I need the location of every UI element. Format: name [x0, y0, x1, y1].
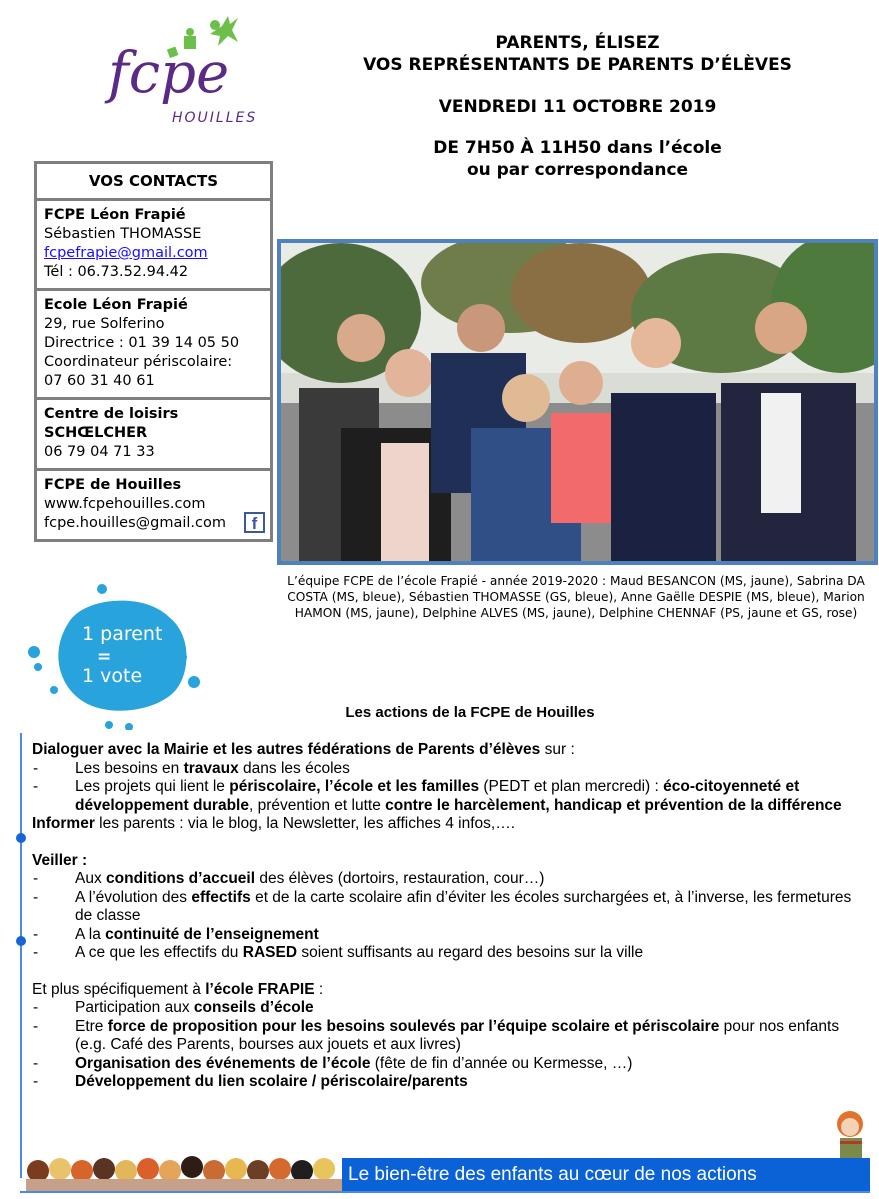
logo-graphic — [100, 12, 300, 130]
dialoguer-lead: Dialoguer avec la Mairie et les autres fédérations de Parents d’élèves — [32, 741, 541, 758]
facebook-icon[interactable]: f — [244, 512, 265, 533]
contact-line: Sébastien THOMASSE — [44, 226, 202, 242]
contacts-box — [34, 161, 273, 542]
text-bold: continuité de l’enseignement — [105, 925, 319, 943]
list-item — [32, 760, 872, 779]
contact-name: FCPE Léon Frapié — [44, 207, 186, 223]
text: Les projets qui lient le — [75, 778, 230, 795]
timeline-dot — [16, 936, 26, 946]
dialoguer-lead-rest: sur : — [540, 741, 575, 758]
contact-name: Centre de loisirs — [44, 406, 179, 422]
header-line2: VOS REPRÉSENTANTS DE PARENTS D’ÉLÈVES — [363, 55, 792, 75]
text-bold: Organisation des événements de l’école — [75, 1054, 371, 1072]
contact-line: 07 60 31 40 61 — [44, 373, 155, 389]
team-photo-illustration — [281, 243, 874, 561]
one-parent-one-vote-splash — [14, 582, 209, 730]
text: (fête de fin d’année ou Kermesse, …) — [370, 1054, 633, 1072]
text: A l’évolution des — [75, 888, 192, 906]
text-bold: l’école FRAPIE — [205, 980, 315, 998]
contact-email-link[interactable]: fcpefrapie@gmail.com — [44, 245, 208, 261]
contact-name: Ecole Léon Frapié — [44, 297, 188, 313]
text-bold: RASED — [242, 944, 298, 961]
text: A ce que les effectifs du — [75, 944, 243, 961]
election-correspondence: ou par correspondance — [466, 160, 689, 180]
text-bold: contre le harcèlement, handicap et prévention de la différence — [385, 796, 842, 814]
election-date: VENDREDI 11 OCTOBRE 2019 — [438, 97, 717, 117]
text-bold: conditions d’accueil — [106, 870, 256, 887]
text: Participation aux — [75, 999, 194, 1016]
child-icon — [826, 1108, 870, 1158]
contact-line: Coordinateur périscolaire: — [44, 354, 233, 370]
fcpe-houilles-logo — [100, 12, 300, 130]
contact-ecole-leon-frapie — [37, 288, 270, 397]
election-header — [330, 32, 825, 181]
logo-houilles-text: HOUILLES — [172, 110, 258, 126]
footer-banner: Le bien-être des enfants au cœur de nos actions — [342, 1158, 870, 1191]
text-bold: conseils d’école — [193, 999, 314, 1016]
list-item — [32, 1018, 872, 1055]
text: A la — [75, 925, 106, 943]
children-illustration — [26, 1155, 342, 1191]
contact-phone: Tél : 06.73.52.94.42 — [44, 264, 189, 280]
list-item — [32, 926, 872, 945]
list-item — [32, 999, 872, 1018]
contact-address: 29, rue Solferino — [44, 316, 165, 332]
contact-website: www.fcpehouilles.com — [44, 496, 206, 512]
header-line1: PARENTS, ÉLISEZ — [495, 33, 660, 53]
list-item — [32, 944, 872, 963]
informer-lead: Informer — [32, 815, 95, 832]
text-bold: force de proposition pour les besoins soulevés par l’équipe scolaire et périscolaire — [107, 1017, 720, 1035]
text: Et plus spécifiquement à — [32, 980, 206, 998]
text: Etre — [75, 1017, 108, 1035]
actions-title: Les actions de la FCPE de Houilles — [345, 704, 595, 721]
contacts-title: VOS CONTACTS — [88, 172, 219, 190]
text: Aux — [75, 870, 107, 887]
contact-phone: 06 79 04 71 33 — [44, 444, 155, 460]
text-bold: Développement du lien scolaire / périscolaire/parents — [75, 1073, 468, 1090]
contact-name: FCPE de Houilles — [44, 477, 182, 493]
informer-section — [32, 815, 872, 834]
dialoguer-section — [32, 741, 872, 815]
text: Les besoins en — [75, 759, 184, 777]
informer-rest: les parents : via le blog, la Newsletter, les affiches 4 infos,…. — [94, 815, 516, 832]
veiller-title: Veiller : — [32, 851, 88, 869]
text: (PEDT et plan mercredi) : — [479, 778, 664, 795]
text: des élèves (dortoirs, restauration, cour…) — [255, 870, 545, 887]
contact-centre-loisirs — [37, 397, 270, 468]
children-row-icon — [26, 1155, 342, 1191]
list-item — [32, 778, 872, 815]
text: pour nos enfants (e.g. Café des Parents, bourses aux jouets et aux livres) — [75, 1017, 840, 1053]
photo-caption: L’équipe FCPE de l’école Frapié - année 2019-2020 : Maud BESANCON (MS, jaune), Sabrina DA COSTA (MS, bleue), Sébastien THOMASSE (GS, bleue), Anne Gaëlle DESPIE (MS, bleue), Marion HAMON (MS, jaune), Delphine ALVES (MS, jaune), Delphine CHENNAF (PS, jaune et GS, rose) — [287, 574, 865, 620]
footer-divider — [20, 1191, 870, 1193]
splash-line3: 1 vote — [82, 665, 143, 687]
peeking-child-illustration — [826, 1108, 870, 1158]
list-item — [32, 1073, 872, 1092]
contact-fcpe-houilles — [37, 468, 270, 539]
actions-list — [32, 741, 872, 1110]
text: : — [314, 980, 324, 998]
text: soient suffisants au regard des besoins sur la ville — [297, 944, 644, 961]
election-hours: DE 7H50 À 11H50 dans l’école — [433, 138, 722, 158]
contact-email: fcpe.houilles@gmail.com — [44, 515, 226, 531]
contact-name-line2: SCHŒLCHER — [44, 425, 148, 441]
frapie-section — [32, 981, 872, 1092]
contact-fcpe-leon-frapie — [37, 198, 270, 288]
list-item — [32, 870, 872, 889]
list-item — [32, 1055, 872, 1074]
team-photo — [277, 239, 878, 565]
splash-graphic — [14, 582, 209, 730]
timeline-dot — [16, 833, 26, 843]
text-bold: éco-citoyenneté et développement durable — [75, 778, 800, 814]
veiller-section — [32, 852, 872, 963]
text: , prévention et lutte — [248, 796, 386, 814]
splash-line2: = — [97, 647, 112, 667]
splash-line1: 1 parent — [82, 623, 163, 645]
text-bold: périscolaire, l’école et les familles — [229, 778, 480, 795]
contact-line: Directrice : 01 39 14 05 50 — [44, 335, 240, 351]
text-bold: effectifs — [191, 888, 251, 906]
text-bold: travaux — [183, 759, 239, 777]
timeline-line — [20, 733, 22, 1178]
text: dans les écoles — [238, 759, 350, 777]
logo-fcpe-text: fcpe — [108, 41, 230, 106]
list-item — [32, 889, 872, 926]
text: et de la carte scolaire afin d’éviter les écoles surchargées et, à l’inverse, les fermetures de classe — [75, 888, 852, 924]
